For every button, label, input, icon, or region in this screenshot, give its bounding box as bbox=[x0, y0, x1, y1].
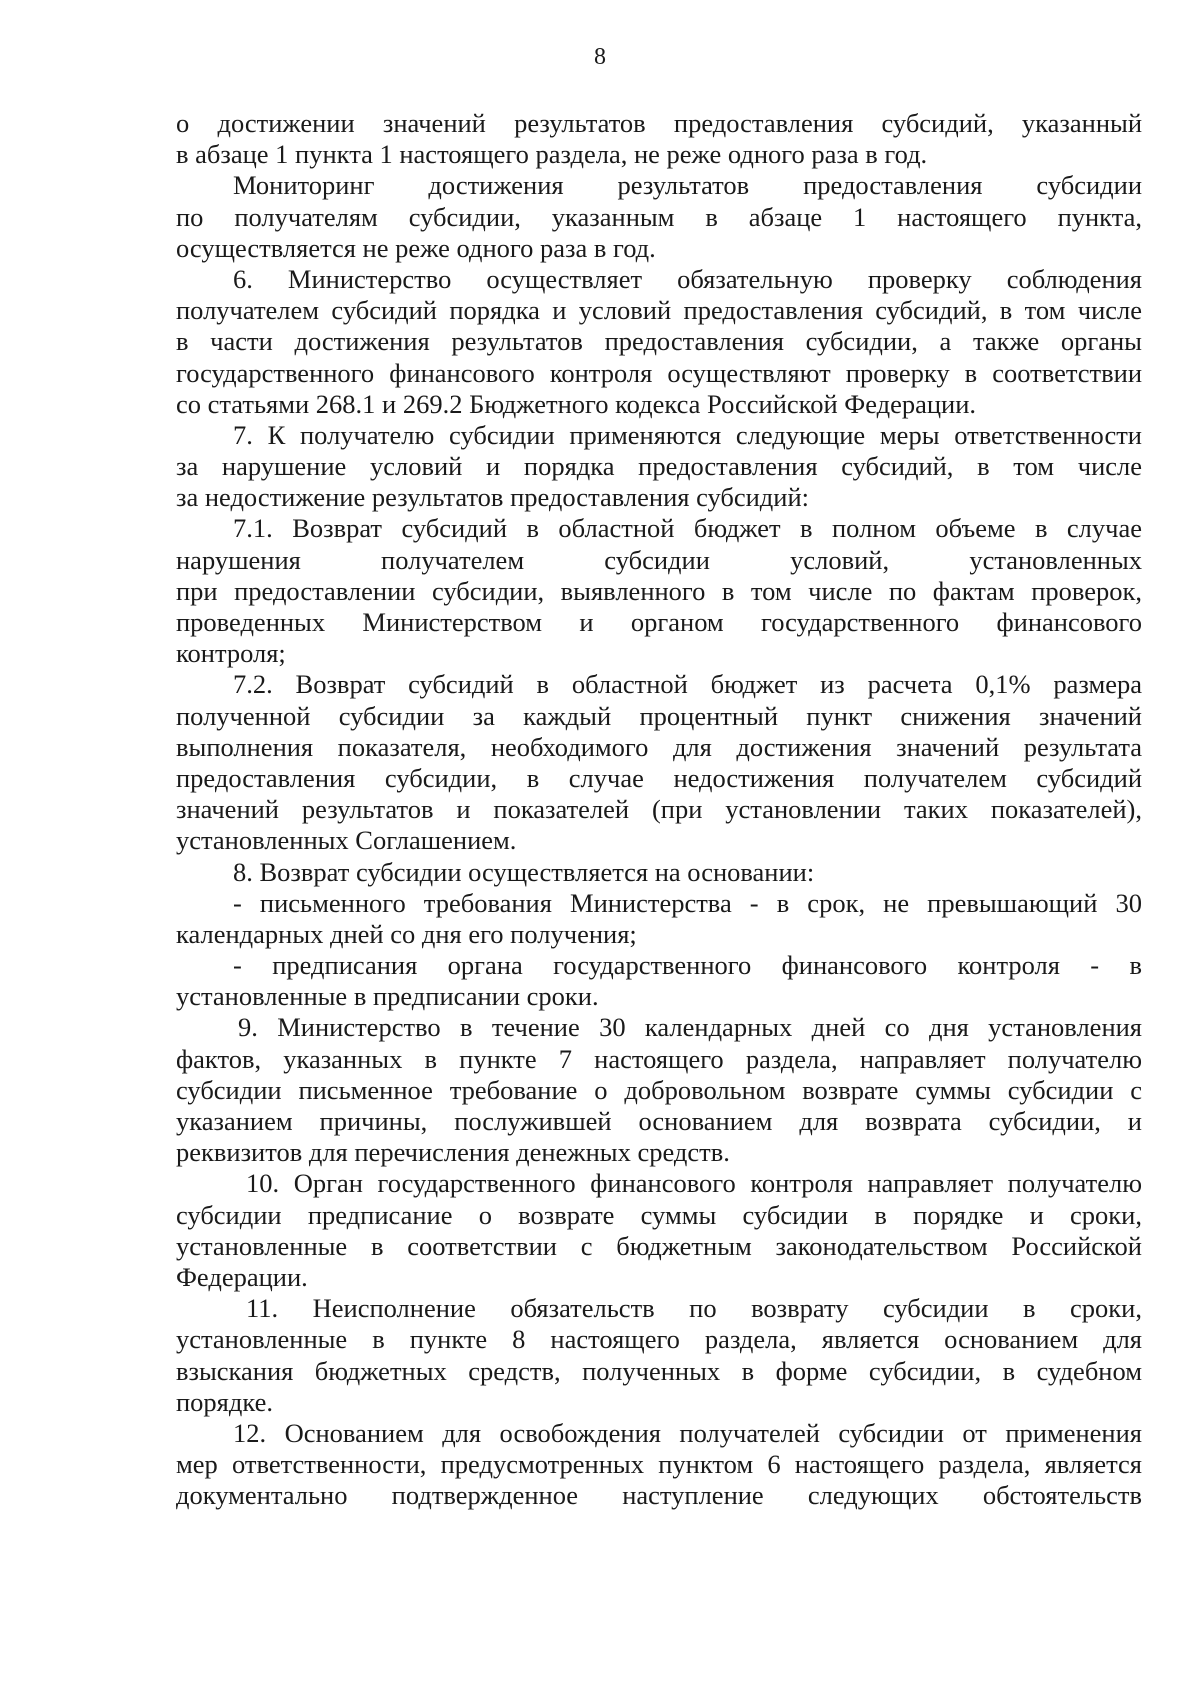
text-line: в части достижения результатов предоставления субсидии, а также органы bbox=[176, 326, 1142, 357]
text-line: со статьями 268.1 и 269.2 Бюджетного кодекса Российской Федерации. bbox=[176, 388, 977, 419]
text-line: 10. Орган государственного финансового контроля направляет получателю bbox=[246, 1168, 1142, 1199]
text-line: субсидии письменное требование о добровольном возврате суммы субсидии с bbox=[176, 1074, 1142, 1105]
text-line: по получателям субсидии, указанным в абзаце 1 настоящего пункта, bbox=[176, 201, 1142, 232]
text-line: установленные в предписании сроки. bbox=[176, 981, 599, 1012]
text-line: проведенных Министерством и органом государственного финансового bbox=[176, 607, 1142, 637]
text-line: получателем субсидий порядка и условий предоставления субсидий, в том числе bbox=[176, 295, 1142, 326]
text-line: Мониторинг достижения результатов предоставления субсидии bbox=[233, 170, 1142, 201]
text-line: 7.2. Возврат субсидий в областной бюджет из расчета 0,1% размера bbox=[233, 669, 1142, 700]
text-line: контроля; bbox=[176, 638, 286, 669]
text-line: значений результатов и показателей (при установлении таких показателей), bbox=[176, 794, 1142, 825]
text-line: 6. Министерство осуществляет обязательную проверку соблюдения bbox=[233, 263, 1142, 294]
text-line: за нарушение условий и порядка предоставления субсидий, в том числе bbox=[176, 451, 1142, 482]
text-line: указанием причины, послужившей основанием для возврата субсидии, и bbox=[176, 1106, 1142, 1136]
text-line: установленные в соответствии с бюджетным законодательством Российской bbox=[176, 1230, 1142, 1261]
text-line: порядке. bbox=[176, 1386, 273, 1417]
text-line: государственного финансового контроля осуществляют проверку в соответствии bbox=[176, 357, 1142, 388]
text-line: 7.1. Возврат субсидий в областной бюджет в полном объеме в случае bbox=[233, 513, 1142, 544]
text-line: полученной субсидии за каждый процентный пункт снижения значений bbox=[176, 700, 1142, 731]
text-line: 12. Основанием для освобождения получателей субсидии от применения bbox=[233, 1417, 1142, 1448]
text-line: 11. Неисполнение обязательств по возврату субсидии в сроки, bbox=[246, 1293, 1142, 1324]
text-line: реквизитов для перечисления денежных средств. bbox=[176, 1137, 730, 1168]
page-number: 8 bbox=[594, 44, 606, 70]
text-line: 9. Министерство в течение 30 календарных дней со дня установления bbox=[238, 1012, 1142, 1043]
text-line: осуществляется не реже одного раза в год. bbox=[176, 232, 656, 263]
text-line: документально подтвержденное наступление следующих обстоятельств bbox=[176, 1480, 1142, 1511]
text-line: нарушения получателем субсидии условий, установленных bbox=[176, 544, 1142, 575]
text-line: установленные в пункте 8 настоящего раздела, является основанием для bbox=[176, 1324, 1142, 1355]
text-line: при предоставлении субсидии, выявленного в том числе по фактам проверок, bbox=[176, 575, 1142, 606]
text-line: - предписания органа государственного финансового контроля - в bbox=[233, 950, 1142, 981]
text-line: 8. Возврат субсидии осуществляется на основании: bbox=[233, 856, 815, 887]
text-line: о достижении значений результатов предоставления субсидий, указанный bbox=[176, 108, 1142, 138]
text-line: предоставления субсидии, в случае недостижения получателем субсидий bbox=[176, 762, 1142, 793]
text-line: мер ответственности, предусмотренных пунктом 6 настоящего раздела, является bbox=[176, 1449, 1142, 1480]
text-line: 7. К получателю субсидии применяются следующие меры ответственности bbox=[233, 419, 1142, 450]
text-line: выполнения показателя, необходимого для достижения значений результата bbox=[176, 731, 1142, 762]
document-body bbox=[176, 108, 1142, 1511]
text-line: субсидии предписание о возврате суммы субсидии в порядке и сроки, bbox=[176, 1199, 1142, 1230]
text-line: календарных дней со дня его получения; bbox=[176, 918, 637, 949]
text-line: Федерации. bbox=[176, 1261, 308, 1292]
text-line: за недостижение результатов предоставления субсидий: bbox=[176, 482, 810, 513]
text-line: в абзаце 1 пункта 1 настоящего раздела, не реже одного раза в год. bbox=[176, 139, 928, 170]
text-line: - письменного требования Министерства - в срок, не превышающий 30 bbox=[233, 887, 1142, 918]
text-line: фактов, указанных в пункте 7 настоящего раздела, направляет получателю bbox=[176, 1043, 1142, 1074]
text-line: установленных Соглашением. bbox=[176, 825, 517, 856]
text-line: взыскания бюджетных средств, полученных в форме субсидии, в судебном bbox=[176, 1355, 1142, 1386]
